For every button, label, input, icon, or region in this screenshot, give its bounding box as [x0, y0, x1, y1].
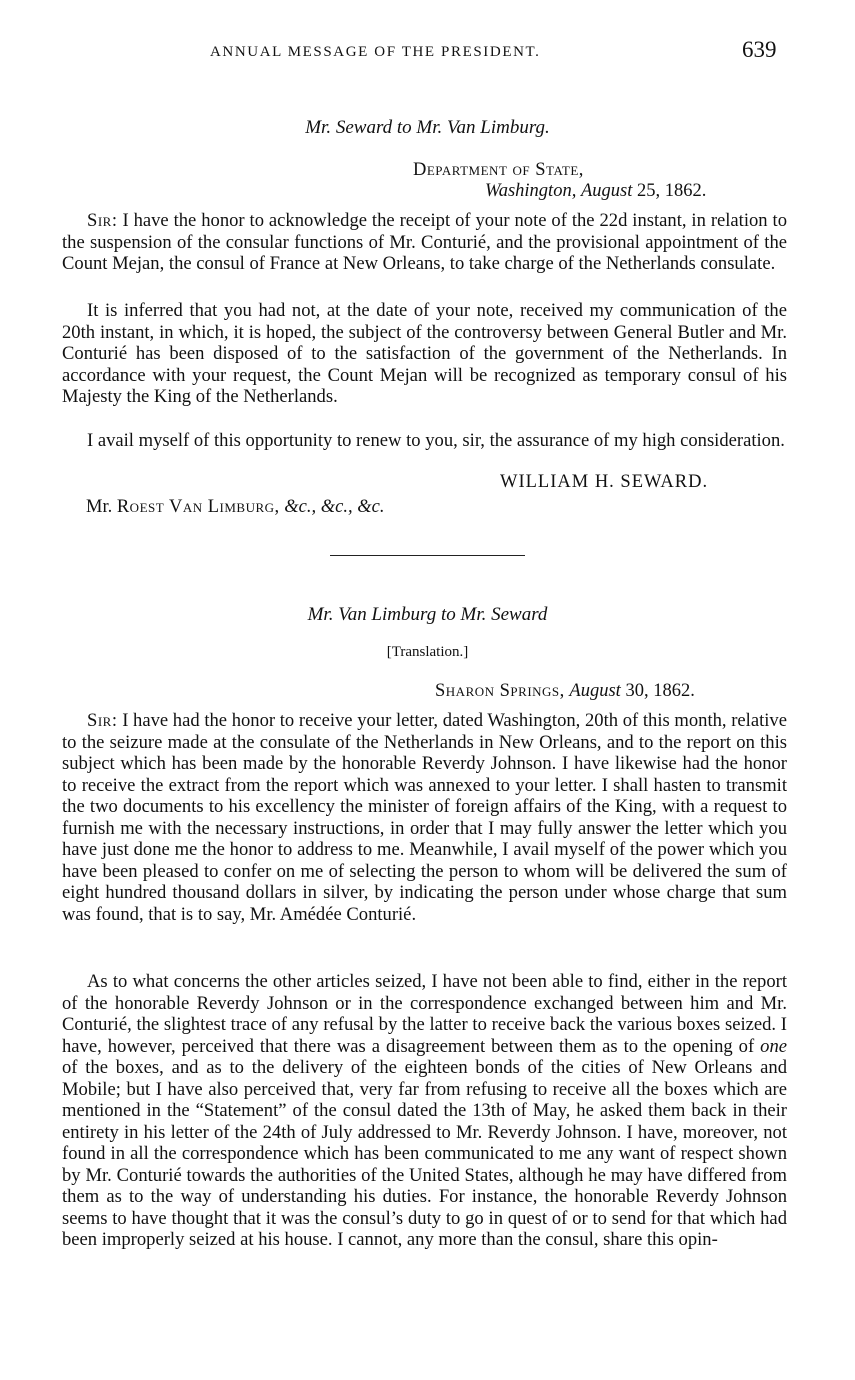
letter1-department: Department of State,: [413, 160, 584, 180]
letter1-addressee: [86, 497, 384, 518]
letter2-paragraph-2-text-a: As to what concerns the other articles seized, I have not been able to find, either in the report of the honorable Reverdy Johnson or in the correspondence exchanged between him and Mr. Conturié, the slightest trace of any refusal by the latter to receive back the various boxes seized. I have, however, perceived that there was a disagreement between them as to the opening of: [62, 971, 787, 1057]
translation-note: [Translation.]: [386, 644, 469, 660]
letter2-dateline: [435, 681, 695, 702]
letter2-date-month: August: [569, 681, 621, 701]
letter1-heading: Mr. Seward to Mr. Van Limburg.: [305, 117, 550, 138]
running-head: ANNUAL MESSAGE OF THE PRESIDENT.: [210, 44, 541, 60]
addressee-name: Roest Van Limburg,: [116, 497, 280, 517]
page-number: 639: [742, 37, 777, 62]
letter1-salutation: Sir:: [87, 210, 118, 231]
letter1-place: Washington,: [485, 181, 577, 201]
letter2-heading: Mr. Van Limburg to Mr. Seward: [307, 604, 548, 625]
letter2-place: Sharon Springs,: [435, 681, 565, 701]
letter2-salutation: Sir:: [87, 710, 118, 731]
letter2-paragraph-2-text-b: of the boxes, and as to the delivery of the eighteen bonds of the cities of New Orleans and Mobile; but I have also perceived that, very far from refusing to receive all the boxes which are mentioned in the “Statement” of the consul dated the 13th of May, he asked them back in their entirety in his letter of the 24th of July addressed to Mr. Reverdy Johnson. I have, moreover, not found in all the correspondence which has been communicated to me any want of respect shown by Mr. Conturié towards the authorities of the United States, although he may have differed from them as to the way of understanding his duties. For instance, the honorable Reverdy Johnson seems to have thought that it was the consul’s duty to go in quest of or to send for that which had been improperly seized at his house. I cannot, any more than the consul, share this opin-: [62, 1057, 787, 1250]
addressee-prefix: Mr.: [86, 497, 113, 517]
letter2-paragraph-1-text: I have had the honor to receive your letter, dated Washington, 20th of this month, relative to the seizure made at the consulate of the Netherlands in New Orleans, and to the report on this subject which has been made by the honorable Reverdy Johnson. I have likewise had the honor to receive the extract from the report which was annexed to your letter. I shall hasten to transmit the two documents to his excellency the minister of foreign affairs of the King, with a request to furnish me with the necessary instructions, in order that I may fully answer the letter which you have just done me the honor to address to me. Meanwhile, I avail myself of the power which you have been pleased to confer on me of selecting the person to whom will be delivered the sum of eight hundred thousand dollars in silver, by indicating the person under whose charge that sum was found, that is to say, Mr. Amédée Conturié.: [62, 710, 787, 925]
letter1-date-month: August: [580, 181, 633, 201]
letter1-signature: WILLIAM H. SEWARD.: [500, 472, 709, 492]
letter2-date-rest: 30, 1862.: [625, 681, 695, 701]
addressee-suffix: &c., &c., &c.: [284, 497, 385, 517]
letter2-paragraph-1: [62, 710, 787, 925]
section-divider: [330, 555, 525, 556]
letter2-emphasis: one: [760, 1035, 787, 1057]
letter1-paragraph-2: It is inferred that you had not, at the date of your note, received my communication of the 20th instant, in which, it is hoped, the subject of the controversy between General Butler and Mr. Conturié has been disposed of to the satisfaction of the government of the Netherlands. In accordance with your request, the Count Mejan will be recognized as temporary consul of his Majesty the King of the Netherlands.: [62, 300, 787, 407]
letter1-paragraph-3: I avail myself of this opportunity to renew to you, sir, the assurance of my high consideration.: [87, 430, 785, 451]
letter1-dateline: [485, 181, 706, 202]
letter1-paragraph-1: [62, 210, 787, 275]
letter2-paragraph-2: [62, 971, 787, 1251]
letter1-paragraph-1-text: I have the honor to acknowledge the receipt of your note of the 22d instant, in relation to the suspension of the consular functions of Mr. Conturié, and the provisional appointment of the Count Mejan, the consul of France at New Orleans, to take charge of the Netherlands consulate.: [62, 210, 787, 274]
letter1-date-rest: 25, 1862.: [636, 181, 707, 201]
